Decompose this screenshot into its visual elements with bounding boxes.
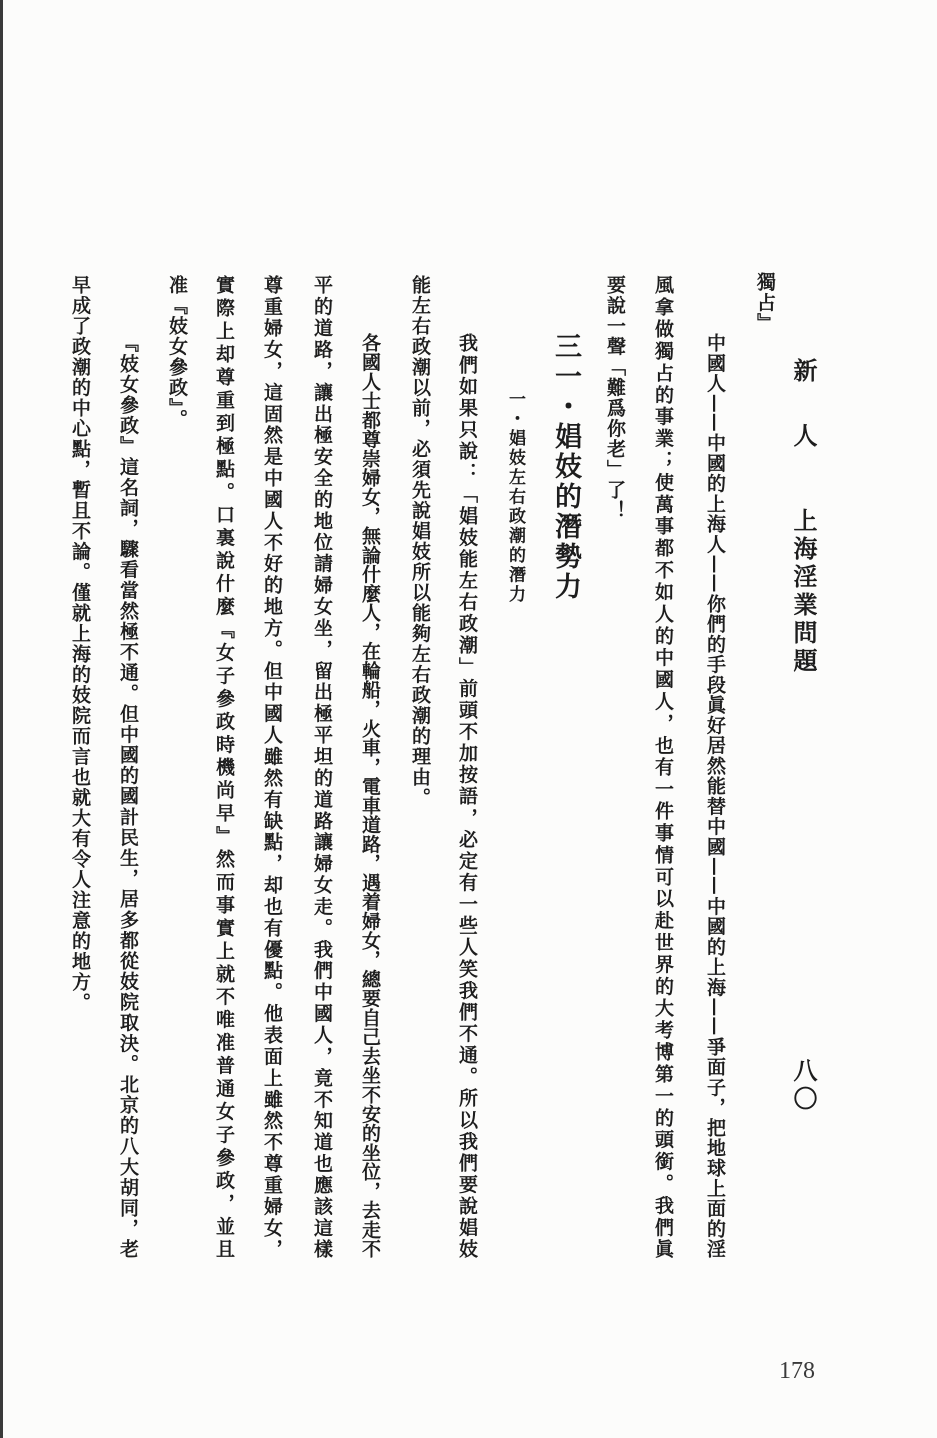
running-head-journal: 新人 — [789, 358, 818, 488]
paragraph-3-line-1: 各國人士都尊崇婦女，無論什麼人，在輪船，火車，電車道路，遇着婦女，總要自己去坐不安的坐位，去走不 — [359, 333, 381, 1258]
running-head-page-number: 八〇 — [789, 1058, 818, 1114]
section-heading: 三一・娼妓的潛勢力 — [550, 332, 581, 602]
running-head-title: 上海淫業問題 — [789, 508, 818, 676]
paragraph-1-line-1: 中國人——中國的上海人——你們的手段眞好居然能替中國——中國的上海——爭面子，把地球上面的淫 — [704, 333, 726, 1258]
paragraph-4-line-2: 早成了政潮的中心點，暫且不論。僅就上海的妓院而言也就大有令人注意的地方。 — [69, 275, 91, 1013]
scan-page-number: 178 — [779, 1358, 815, 1384]
paragraph-1-line-3: 要說一聲「難爲你老」了！ — [604, 275, 626, 521]
paragraph-1-line-2: 風拿做獨占的事業；使萬事都不如人的中國人，也有一件事情可以赴世界的大考博第一的頭銜。我們眞 — [652, 275, 674, 1258]
page-edge-line — [0, 0, 3, 1438]
paragraph-3-line-3: 尊重婦女，這固然是中國人不好的地方。但中國人雖然有缺點，却也有優點。他表面上雖然不尊重婦女， — [261, 275, 283, 1258]
paragraph-2-line-1: 我們如果只說：「娼妓能左右政潮」前頭不加按語，必定有一些人笑我們不通。所以我們要說娼妓 — [456, 333, 478, 1258]
paragraph-4-line-1: 『妓女參政』這名詞，驟看當然極不通。但中國的國計民生，居多都從妓院取決。北京的八大胡同，老 — [117, 333, 139, 1258]
paragraph-3-line-2: 平的道路，讓出極安全的地位請婦女坐，留出極平坦的道路讓婦女走。我們中國人，竟不知道也應該這樣 — [311, 275, 333, 1258]
paragraph-2-line-2: 能左右政潮以前，必須先說娼妓所以能夠左右政潮的理由。 — [409, 275, 431, 808]
paragraph-3-line-4: 實際上却尊重到極點。口裏說什麼『女子參政時機尚早』然而事實上就不唯准普通女子參政，並且 — [213, 275, 235, 1258]
subsection-heading: 一・娼妓左右政潮的潛力 — [505, 390, 525, 605]
carryover-text: 獨占』 — [754, 272, 776, 334]
paragraph-3-line-5: 准『妓女參政』。 — [166, 275, 188, 430]
